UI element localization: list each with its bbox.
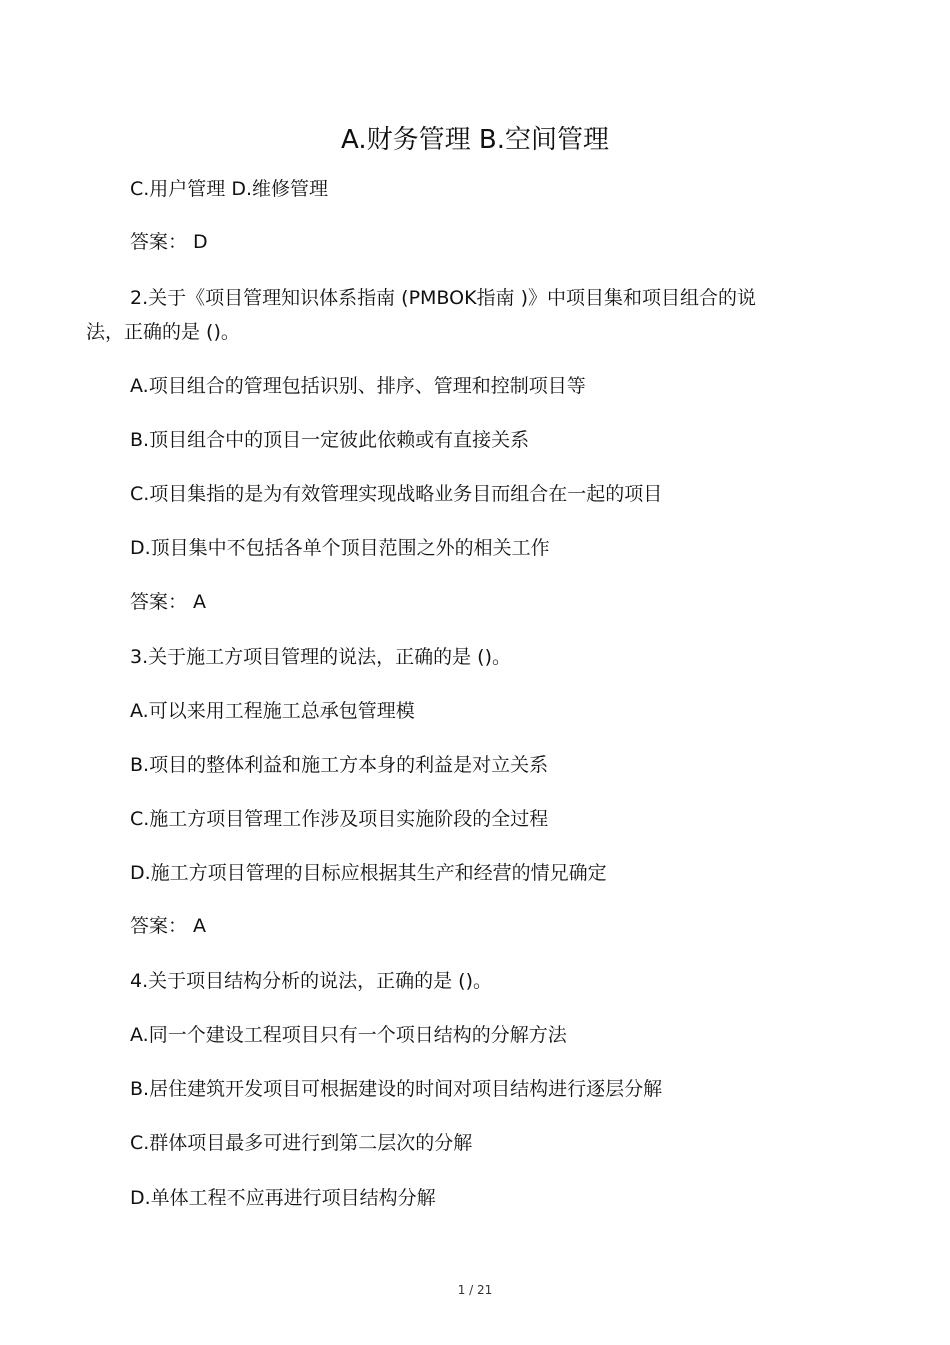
text-line-answer-2: 答案： A: [130, 591, 207, 613]
text-line-question-4: 4.关于项目结构分析的说法，正确的是 ()。: [130, 970, 492, 992]
heading-options-a-b: A.财务管理 B.空间管理: [341, 125, 609, 155]
text-line-question-2-cont: 法，正确的是 ()。: [86, 321, 240, 343]
text-line-q2-option-b: B.顶目组合中的顶目一定彼此依赖或有直接关系: [130, 429, 530, 451]
text-line-answer-3: 答案： A: [130, 915, 207, 937]
text-line-q3-option-d: D.施工方项目管理的目标应根据其生产和经营的情兄确定: [130, 862, 607, 884]
text-line-question-2: 2.关于《项目管理知识体系指南 (PMBOK指南 )》中项目集和项目组合的说: [130, 287, 756, 309]
text-line-options-c-d: C.用户管理 D.维修管理: [130, 178, 329, 200]
text-line-q3-option-b: B.项目的整体利益和施工方本身的利益是对立关系: [130, 754, 549, 776]
text-line-q4-option-b: B.居住建筑开发项目可根据建设的时间对项目结构进行逐层分解: [130, 1078, 663, 1100]
text-line-q2-option-d: D.顶目集中不包括各单个顶目范围之外的相关工作: [130, 537, 550, 559]
text-line-q4-option-a: A.同一个建设工程项目只有一个项日结构的分解方法: [130, 1024, 567, 1046]
text-line-q2-option-a: A.项目组合的管理包括识别、排序、管理和控制项目等: [130, 375, 586, 397]
text-line-q3-option-a: A.可以来用工程施工总承包管理模: [130, 700, 415, 722]
text-line-question-3: 3.关于施工方项目管理的说法，正确的是 ()。: [130, 646, 511, 668]
page-number: 1 / 21: [457, 1283, 493, 1297]
text-line-q2-option-c: C.项目集指的是为有效管理实现战略业务目而组合在一起的项目: [130, 483, 663, 505]
text-line-q4-option-c: C.群体项目最多可进行到第二层次的分解: [130, 1132, 473, 1154]
text-line-answer-1: 答案： D: [130, 231, 208, 253]
text-line-q3-option-c: C.施工方项目管理工作涉及项目实施阶段的全过程: [130, 808, 549, 830]
text-line-q4-option-d: D.单体工程不应再进行项目结构分解: [130, 1187, 436, 1209]
